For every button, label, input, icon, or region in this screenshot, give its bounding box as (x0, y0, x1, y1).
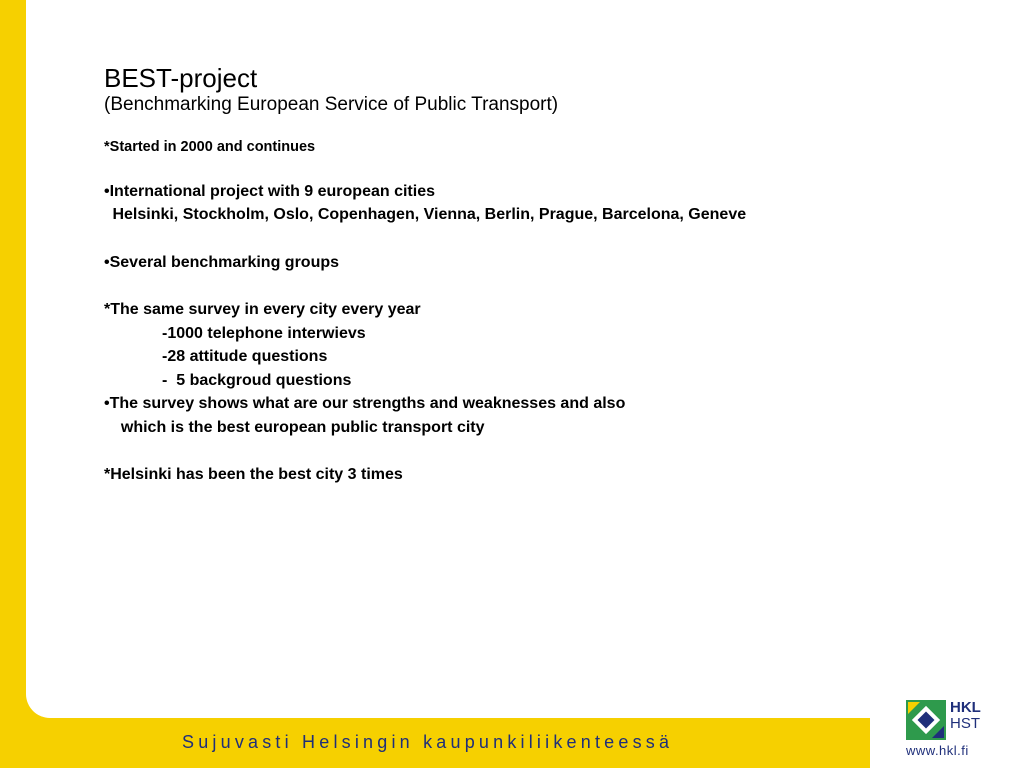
hkl-logo-icon (906, 700, 946, 740)
slide-title: BEST-project (104, 63, 258, 93)
strengths-line: •The survey shows what are our strengths and weaknesses and also (104, 395, 626, 412)
logo-wordmark (950, 700, 1010, 732)
survey-item-telephone: -1000 telephone interwievs (162, 324, 366, 342)
website-url[interactable]: www.hkl.fi (906, 743, 969, 758)
slide-subtitle: (Benchmarking European Service of Public Transport) (104, 94, 559, 115)
survey-item-background: - 5 backgroud questions (162, 371, 352, 389)
logo-hst-text: HST (950, 715, 980, 732)
benchmarking-groups-line: •Several benchmarking groups (104, 253, 340, 271)
slide-content (104, 62, 984, 487)
best-city-line: which is the best european public transport city (112, 418, 485, 436)
cities-line: Helsinki, Stockholm, Oslo, Copenhagen, Vienna, Berlin, Prague, Barcelona, Geneve (108, 206, 747, 223)
helsinki-best-line: *Helsinki has been the best city 3 times (104, 466, 403, 483)
footer-slogan: Sujuvasti Helsingin kaupunkiliikenteessä (182, 732, 674, 752)
started-line: *Started in 2000 and continues (104, 139, 316, 155)
survey-item-attitude: -28 attitude questions (162, 348, 328, 365)
logo-hkl-text: HKL (950, 699, 981, 716)
survey-line: *The same survey in every city every year (104, 301, 421, 318)
international-line: •International project with 9 european cities (104, 182, 435, 200)
